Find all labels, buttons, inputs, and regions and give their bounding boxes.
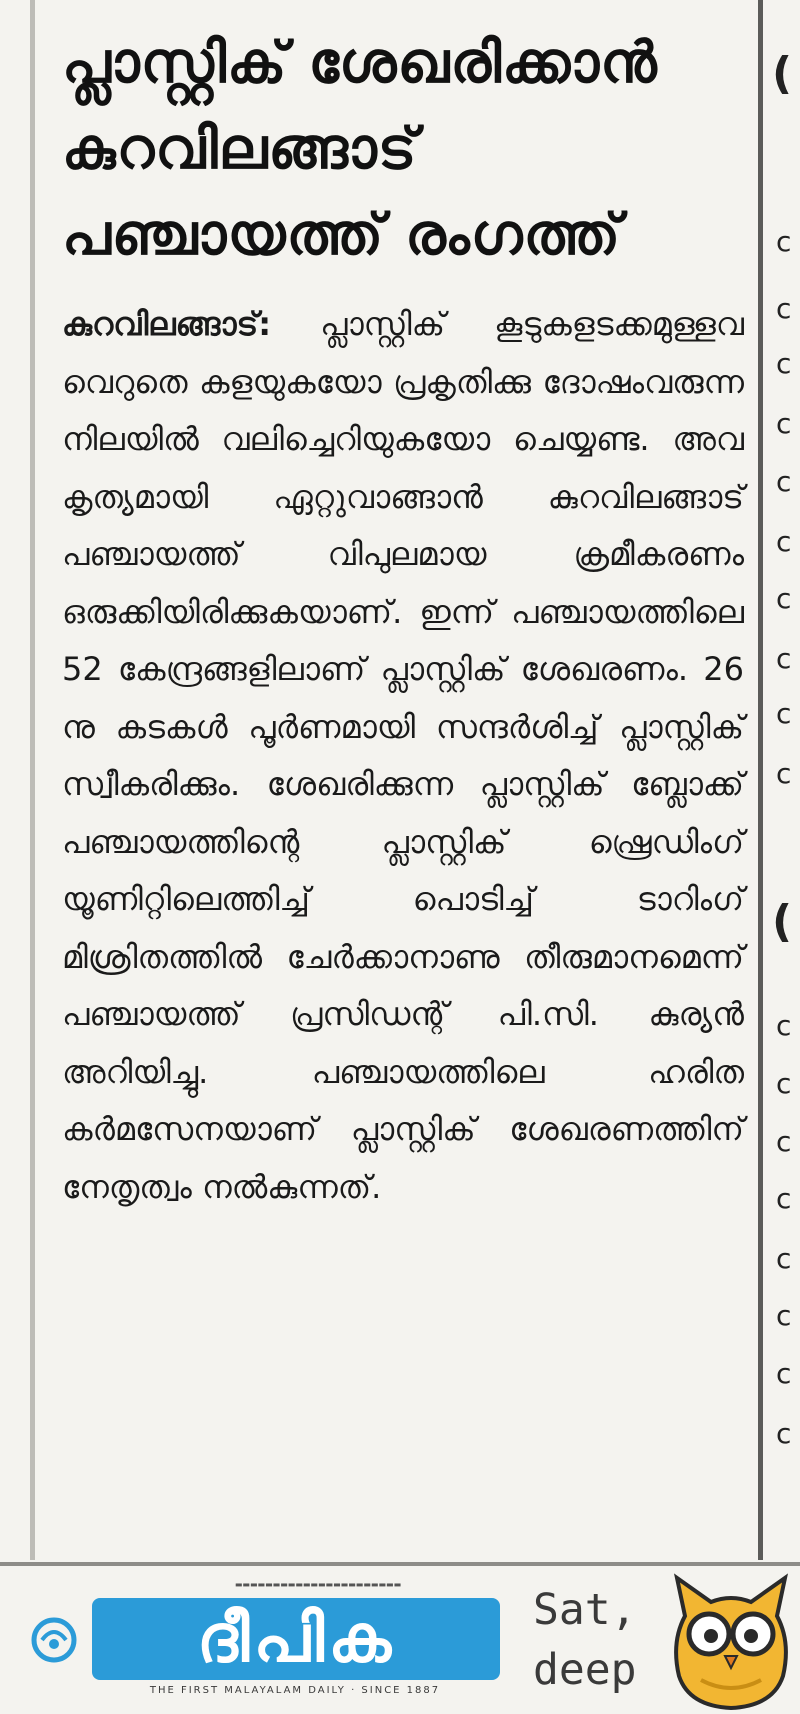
article <box>62 20 744 1216</box>
column-divider <box>758 0 763 1560</box>
article-body <box>62 296 744 1216</box>
neighbor-fragment: ( <box>772 48 793 99</box>
stamp-line-1: Sat, <box>533 1585 637 1635</box>
swirl-logo-icon <box>30 1616 78 1664</box>
left-margin-rule <box>30 0 35 1560</box>
neighbor-fragment: ( <box>772 896 793 947</box>
neighbor-fragment: c <box>776 697 792 730</box>
neighbor-fragment: c <box>776 1242 792 1275</box>
neighbor-fragment: c <box>776 407 792 440</box>
neighbor-column <box>772 0 800 1560</box>
masthead <box>0 1578 520 1714</box>
neighbor-fragment: c <box>776 757 792 790</box>
neighbor-fragment: c <box>776 642 792 675</box>
neighbor-fragment: c <box>776 1182 792 1215</box>
neighbor-fragment: c <box>776 347 792 380</box>
article-body-text: പ്ലാസ്റ്റിക് കൂടുകളടക്കമുള്ളവ വെറുതെ കളയുകയോ പ്രകൃതിക്കു ദോഷംവരുന്ന നിലയിൽ വലിച്ചെറിയുകയോ ചെയ്യണ്ട. അവ കൃത്യമായി ഏറ്റുവാങ്ങാൻ കുറവിലങ്ങാട് പഞ്ചായത്ത് വിപുലമായ ക്രമീകരണം ഒരുക്കിയിരിക്കുകയാണ്. ഇന്ന് പഞ്ചായത്തിലെ 52 കേന്ദ്രങ്ങളിലാണ് പ്ലാസ്റ്റിക് ശേഖരണം. 26 നു കടകൾ പൂർണമായി സന്ദർശിച്ച് പ്ലാസ്റ്റിക് സ്വീകരിക്കും. ശേഖരിക്കുന്ന പ്ലാസ്റ്റിക് ബ്ലോക്ക് പഞ്ചായത്തിന്റെ പ്ലാസ്റ്റിക് ഷ്രെഡിംഗ് യൂണിറ്റിലെത്തിച്ച് പൊടിച്ച് ടാറിംഗ് മിശ്രിതത്തിൽ ചേർക്കാനാണു തീരുമാനമെന്ന് പഞ്ചായത്ത് പ്രസിഡന്റ് പി.സി. കുര്യൻ അറിയിച്ചു. പഞ്ചായത്തിലെ ഹരിത കർമസേനയാണ് പ്ലാസ്റ്റിക് ശേഖരണത്തിന് നേതൃത്വം നൽകുന്നത്. <box>62 305 744 1206</box>
masthead-tagline: THE FIRST MALAYALAM DAILY · SINCE 1887 <box>149 1685 441 1696</box>
article-dateline: കുറവിലങ്ങാട്: <box>62 305 271 343</box>
neighbor-fragment: c <box>776 1357 792 1390</box>
neighbor-fragment: c <box>776 1299 792 1332</box>
neighbor-fragment: c <box>776 225 792 258</box>
neighbor-fragment: c <box>776 1125 792 1158</box>
owl-icon <box>667 1572 795 1710</box>
deepika-logo: ദീപിക <box>92 1598 500 1680</box>
neighbor-fragment: c <box>776 1417 792 1450</box>
stamp-line-2: deep <box>533 1645 637 1695</box>
neighbor-fragment: c <box>776 1067 792 1100</box>
bottom-rule <box>0 1562 800 1566</box>
neighbor-fragment: c <box>776 465 792 498</box>
neighbor-fragment: c <box>776 1009 792 1042</box>
neighbor-fragment: c <box>776 582 792 615</box>
article-headline: പ്ലാസ്റ്റിക് ശേഖരിക്കാൻ കുറവിലങ്ങാട് പഞ്ചായത്ത് രംഗത്ത് <box>62 30 658 268</box>
neighbor-fragment: c <box>776 525 792 558</box>
masthead-tagline-top: ▬▬▬▬▬▬▬▬▬▬▬▬▬▬▬▬▬▬▬▬▬▬ <box>234 1580 402 1589</box>
neighbor-fragment: c <box>776 292 792 325</box>
date-stamp <box>533 1580 637 1700</box>
